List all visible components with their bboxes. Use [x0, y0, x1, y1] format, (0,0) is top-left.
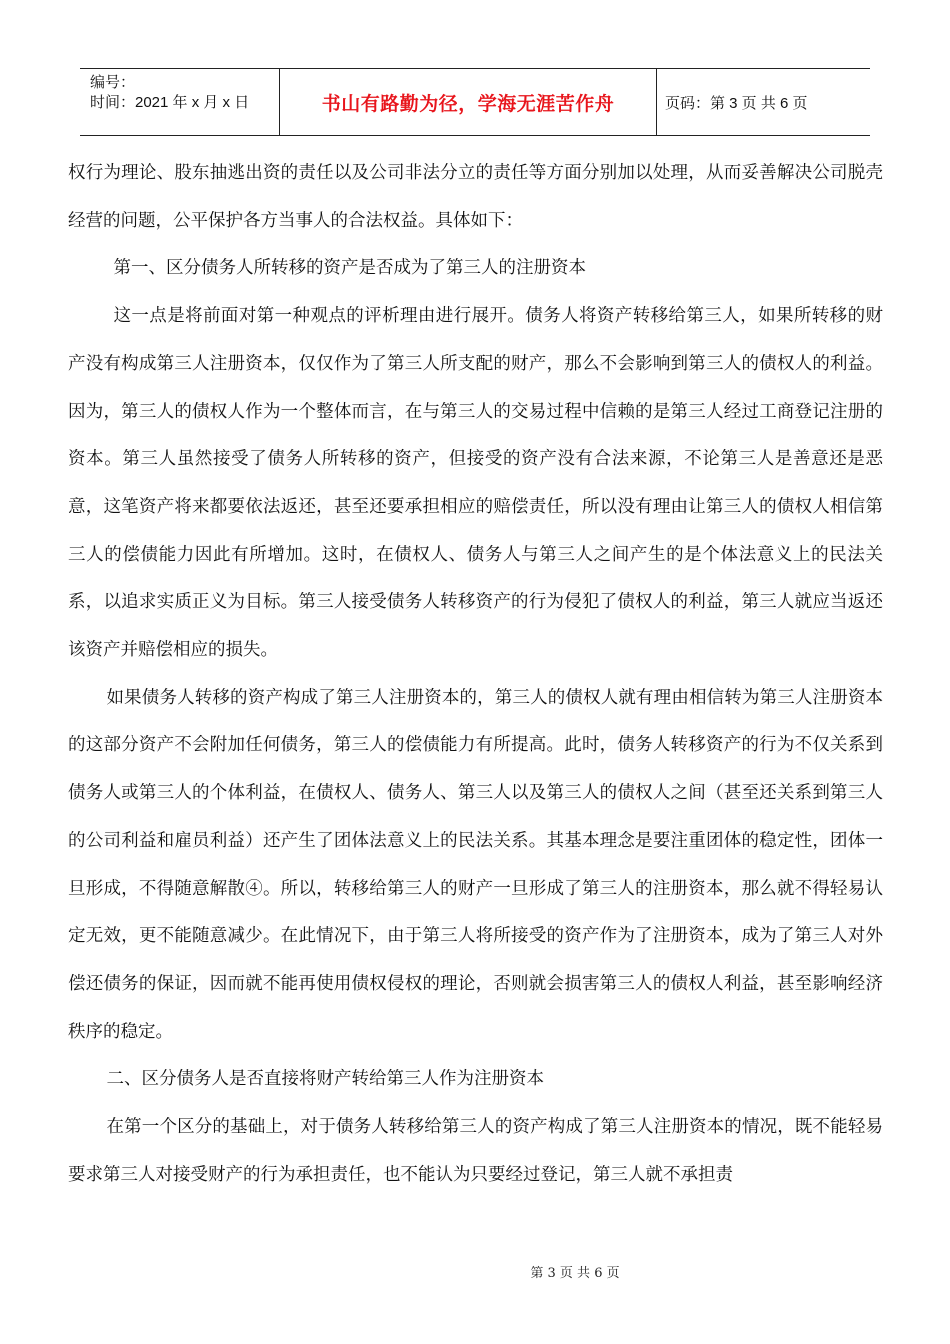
document-number-label: 编号：	[90, 74, 136, 91]
header-info-cell	[80, 69, 280, 135]
header-page-indicator: 页码：第 3 页 共 6 页	[665, 94, 808, 112]
paragraph: 这一点是将前面对第一种观点的评析理由进行展开。债务人将资产转移给第三人，如果所转移的财产没有构成第三人注册资本，仅仅作为了第三人所支配的财产，那么不会影响到第三人的债权人的利益。因为，第三人的债权人作为一个整体而言，在与第三人的交易过程中信赖的是第三人经过工商登记注册的资本。第三人虽然接受了债务人所转移的资产，但接受的资产没有合法来源，不论第三人是善意还是恶意，这笔资产将来都要依法返还，甚至还要承担相应的赔偿责任，所以没有理由让第三人的债权人相信第三人的偿债能力因此有所增加。这时，在债权人、债务人与第三人之间产生的是个体法意义上的民法关系，以追求实质正义为目标。第三人接受债务人转移资产的行为侵犯了债权人的利益，第三人就应当返还该资产并赔偿相应的损失。	[68, 306, 883, 661]
paragraph: 权行为理论、股东抽逃出资的责任以及公司非法分立的责任等方面分别加以处理，从而妥善解决公司脱壳经营的问题，公平保护各方当事人的合法权益。具体如下：	[68, 163, 883, 231]
page-footer	[0, 1262, 950, 1281]
header-motto: 书山有路勤为径，学海无涯苦作舟	[280, 69, 657, 135]
page-header	[80, 68, 870, 136]
document-time-label: 时间：2021 年 x 月 x 日	[90, 94, 250, 111]
document-body	[68, 150, 883, 1199]
paragraph: 在第一个区分的基础上，对于债务人转移给第三人的资产构成了第三人注册资本的情况，既不能轻易要求第三人对接受财产的行为承担责任，也不能认为只要经过登记，第三人就不承担责	[68, 1117, 883, 1185]
paragraph: 如果债务人转移的资产构成了第三人注册资本的，第三人的债权人就有理由相信转为第三人注册资本的这部分资产不会附加任何债务，第三人的偿债能力有所提高。此时，债务人转移资产的行为不仅关系到债务人或第三人的个体利益，在债权人、债务人、第三人以及第三人的债权人之间（甚至还关系到第三人的公司利益和雇员利益）还产生了团体法意义上的民法关系。其基本理念是要注重团体的稳定性，团体一旦形成，不得随意解散④。所以，转移给第三人的财产一旦形成了第三人的注册资本，那么就不得轻易认定无效，更不能随意减少。在此情况下，由于第三人将所接受的资产作为了注册资本，成为了第三人对外偿还债务的保证，因而就不能再使用债权侵权的理论，否则就会损害第三人的债权人利益，甚至影响经济秩序的稳定。	[68, 687, 883, 1042]
section-heading: 二、区分债务人是否直接将财产转给第三人作为注册资本	[106, 1069, 544, 1090]
footer-page-number: 第 3 页 共 6 页	[530, 1266, 620, 1281]
section-heading: 第一、区分债务人所转移的资产是否成为了第三人的注册资本	[113, 258, 586, 279]
